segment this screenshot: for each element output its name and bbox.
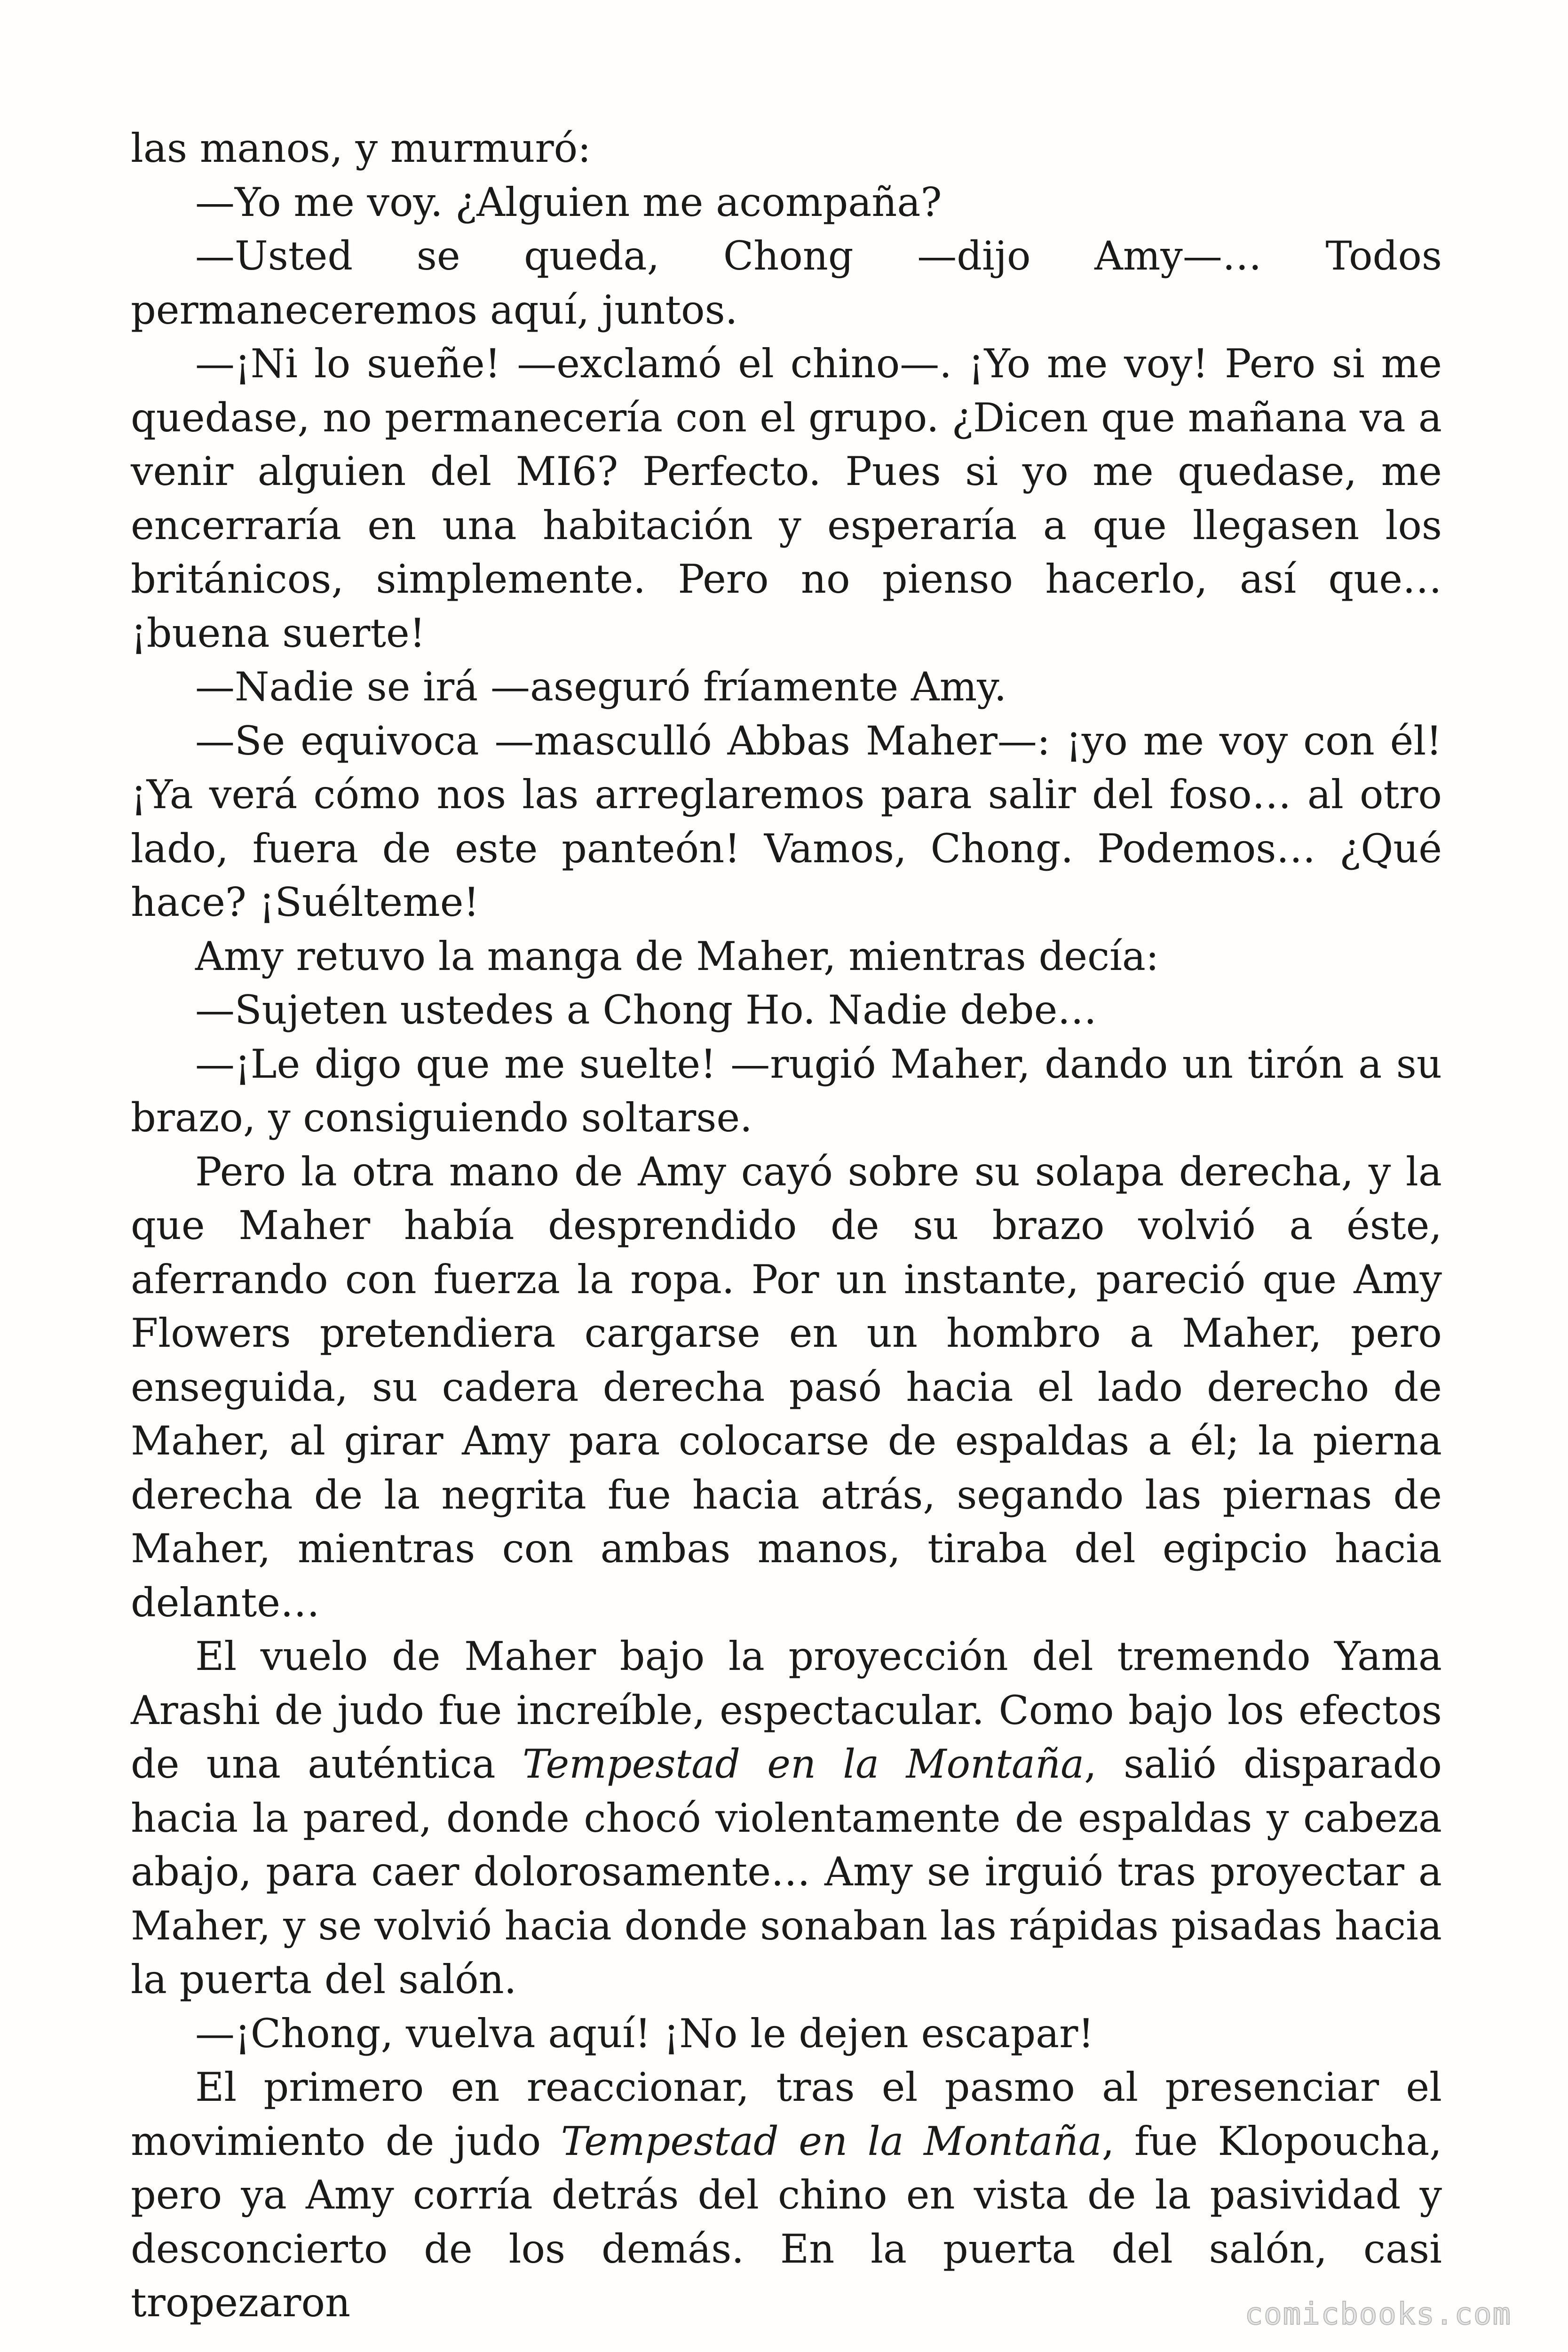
paragraph: [131, 2060, 1442, 2330]
paragraph: —Se equivoca —masculló Abbas Maher—: ¡yo me voy con él! ¡Ya verá cómo nos las arreglaremos para salir del foso… al otro lado, fuera de este panteón! Vamos, Chong. Podemos… ¿Qué hace? ¡Suélteme!: [131, 717, 1442, 925]
paragraph: [131, 1629, 1442, 2007]
paragraph: —¡Chong, vuelva aquí! ¡No le dejen escapar!: [195, 2010, 1094, 2057]
paragraph: —Nadie se irá —aseguró fríamente Amy.: [195, 664, 1007, 710]
paragraph: —Yo me voy. ¿Alguien me acompaña?: [195, 179, 942, 225]
paragraph-text: , salió disparado hacia la pared, donde chocó violentamente de espaldas y cabeza abajo, para caer dolorosamente… Amy se irguió tras proyectar a Maher, y se volvió hacia donde sonaban las rápidas pisadas hacia la puerta del salón.: [131, 1741, 1442, 2002]
paragraph: —¡Ni lo sueñe! —exclamó el chino—. ¡Yo me voy! Pero si me quedase, no permanecería con el grupo. ¿Dicen que mañana va a venir alguien del MI6? Perfecto. Pues si yo me quedase, me encerraría en una habitación y esperaría a que llegasen los británicos, simplemente. Pero no pienso hacerlo, así que… ¡buena suerte!: [131, 341, 1442, 656]
paragraph: —¡Le digo que me suelte! —rugió Maher, dando un tirón a su brazo, y consiguiendo soltarse.: [131, 1041, 1442, 1141]
paragraph: —Usted se queda, Chong —dijo Amy—… Todos permaneceremos aquí, juntos.: [131, 233, 1442, 333]
paragraph: Pero la otra mano de Amy cayó sobre su solapa derecha, y la que Maher había desprendido de su brazo volvió a éste, aferrando con fuerza la ropa. Por un instante, pareció que Amy Flowers pretendiera cargarse en un hombro a Maher, pero enseguida, su cadera derecha pasó hacia el lado derecho de Maher, al girar Amy para colocarse de espaldas a él; la pierna derecha de la negrita fue hacia atrás, segando las piernas de Maher, mientras con ambas manos, tiraba del egipcio hacia delante…: [131, 1148, 1442, 1626]
watermark: comicbooks.com: [1244, 2297, 1512, 2332]
italic-title: Tempestad en la Montaña: [522, 1741, 1085, 1787]
body-text: [131, 121, 1442, 2330]
paragraph-text: El primero en reaccionar, tras el pasmo al presenciar el movimiento de judo: [131, 2064, 1442, 2164]
paragraph-text: , fue Klopoucha, pero ya Amy corría detrás del chino en vista de la pasividad y desconcierto de los demás. En la puerta del salón, casi tropezaron: [131, 2118, 1442, 2326]
paragraph: —Sujeten ustedes a Chong Ho. Nadie debe…: [195, 987, 1097, 1033]
paragraph: las manos, y murmuró:: [131, 125, 591, 171]
paragraph-text: El vuelo de Maher bajo la proyección del tremendo Yama Arashi de judo fue increíble, espectacular. Como bajo los efectos de una auténtica: [131, 1633, 1442, 1787]
paragraph: Amy retuvo la manga de Maher, mientras decía:: [195, 933, 1159, 979]
italic-title: Tempestad en la Montaña: [561, 2118, 1102, 2164]
